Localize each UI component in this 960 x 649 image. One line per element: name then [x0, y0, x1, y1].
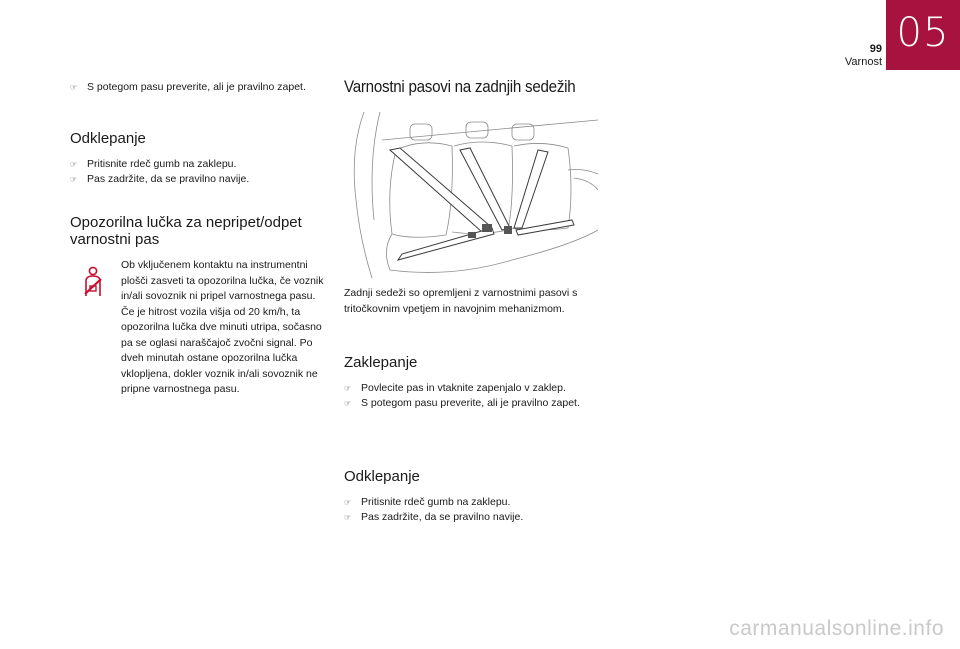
bullet-text: Pas zadržite, da se pravilno navije.: [361, 511, 524, 523]
left-unbuckle-bullet-1: [70, 157, 342, 172]
bullet-glyph: ☞: [70, 160, 78, 169]
buckle-bullet-1: [344, 381, 621, 396]
page-number: 99: [869, 43, 882, 55]
bullet-text: Pritisnite rdeč gumb na zaklepu.: [361, 496, 511, 508]
buckle-heading: Zaklepanje: [344, 354, 418, 371]
bullet-glyph: ☞: [344, 384, 352, 393]
buckle-bullet-2: [344, 396, 601, 411]
right-unbuckle-heading: Odklepanje: [344, 468, 420, 485]
rear-seats-illustration: [342, 110, 600, 280]
left-intro-bullet: [70, 80, 342, 95]
chapter-number: 05: [896, 10, 950, 56]
bullet-text: Pritisnite rdeč gumb na zaklepu.: [87, 158, 237, 170]
left-unbuckle-heading: Odklepanje: [70, 130, 146, 147]
bullet-glyph: ☞: [344, 498, 352, 507]
bullet-glyph: ☞: [70, 175, 78, 184]
section-name: Varnost: [844, 56, 882, 68]
bullet-glyph: ☞: [344, 513, 352, 522]
bullet-glyph: ☞: [70, 83, 78, 92]
chapter-tab: [886, 0, 960, 70]
right-unbuckle-bullet-2: [344, 510, 616, 525]
right-unbuckle-bullet-1: [344, 495, 616, 510]
bullet-text: Povlecite pas in vtaknite zapenjalo v zaklep.: [361, 382, 566, 394]
left-unbuckle-bullet-2: [70, 172, 342, 187]
bullet-text: S potegom pasu preverite, ali je pravilno zapet.: [87, 81, 306, 93]
bullet-glyph: ☞: [344, 399, 352, 408]
rear-seatbelts-title: Varnostni pasovi na zadnjih sedežih: [344, 78, 576, 96]
warning-heading: Opozorilna lučka za nepripet/odpet varnostni pas: [70, 214, 302, 248]
watermark: carmanualsonline.info: [729, 617, 944, 640]
bullet-text: S potegom pasu preverite, ali je pravilno zapet.: [361, 397, 580, 409]
warning-text: Ob vključenem kontaktu na instrumentni plošči zasveti ta opozorilna lučka, če voznik in/ali sovoznik ni pripel varnostnega pasu. Če je hitrost vozila višja od 20 km/h, ta opozorilna lučka dve minuti utripa, sočasno pa se oglasi naraščajoč zvočni signal. Po dveh minutah ostane opozorilna lučka vklopljena, dokler voznik in/ali sovoznik ne pripne varnostnega pasu.: [121, 259, 324, 395]
seatbelt-warning-icon: [82, 266, 104, 300]
rear-seats-caption: Zadnji sedeži so opremljeni z varnostnimi pasovi s tritočkovnim vpetjem in navojnim mehanizmom.: [344, 287, 578, 315]
bullet-text: Pas zadržite, da se pravilno navije.: [87, 173, 250, 185]
